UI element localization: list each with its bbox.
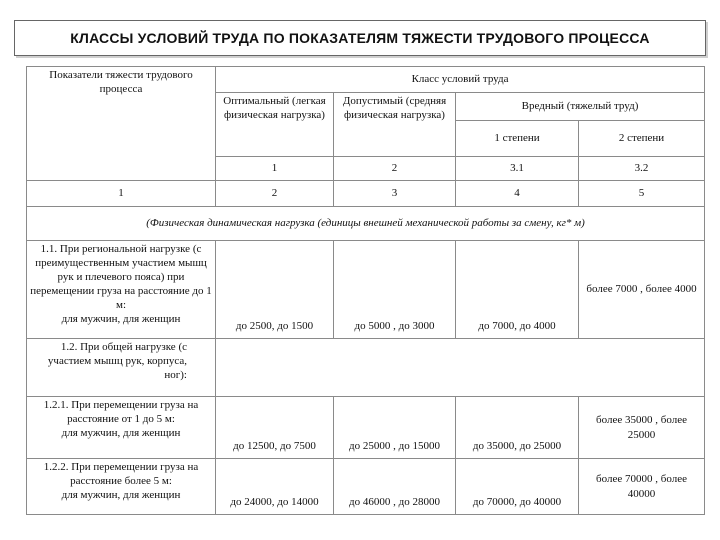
row-label-text: 1.2.1. При перемещении груза на расстояние от 1 до 5 м: — [43, 399, 199, 426]
table-row — [27, 459, 705, 515]
value-harmful-2: более 35000 , более 25000 — [579, 397, 705, 459]
row-label — [27, 459, 216, 515]
value-permissible: до 5000 , до 3000 — [334, 241, 456, 339]
value-permissible: до 25000 , до 15000 — [334, 397, 456, 459]
column-number: 2 — [216, 181, 334, 207]
class-number: 1 — [216, 157, 334, 181]
section-title-row — [27, 207, 705, 241]
row-sublabel: для мужчин, для женщин — [61, 427, 181, 440]
header-indicator: Показатели тяжести трудового процесса — [27, 67, 216, 181]
value-harmful-1: до 35000, до 25000 — [456, 397, 579, 459]
column-number: 4 — [456, 181, 579, 207]
page-title: КЛАССЫ УСЛОВИЙ ТРУДА ПО ПОКАЗАТЕЛЯМ ТЯЖЕСТИ ТРУДОВОГО ПРОЦЕССА — [14, 20, 706, 56]
value-optimal: до 24000, до 14000 — [216, 459, 334, 515]
table-row — [27, 339, 705, 397]
row-label-text: 1.2.2. При перемещении груза на расстояние более 5 м: — [43, 461, 199, 488]
row-label-text: 1.2. При общей нагрузке (с участием мышц рук, корпуса, ног): — [27, 339, 216, 397]
header-class-title: Класс условий труда — [216, 67, 705, 93]
table-row — [27, 397, 705, 459]
row-sublabel: для мужчин, для женщин — [61, 313, 181, 326]
value-harmful-1: до 70000, до 40000 — [456, 459, 579, 515]
table-row — [27, 241, 705, 339]
header-row-class — [27, 67, 705, 93]
row-label — [27, 397, 216, 459]
value-harmful-2: более 7000 , более 4000 — [579, 241, 705, 339]
column-number: 1 — [27, 181, 216, 207]
labor-class-table — [26, 66, 705, 515]
row-label — [27, 241, 216, 339]
column-number-row — [27, 181, 705, 207]
header-degree-1: 1 степени — [456, 121, 579, 157]
column-number: 3 — [334, 181, 456, 207]
class-number: 2 — [334, 157, 456, 181]
class-number: 3.2 — [579, 157, 705, 181]
value-harmful-2: более 70000 , более 40000 — [579, 459, 705, 515]
header-permissible: Допустимый (средняя физическая нагрузка) — [334, 93, 456, 157]
section-title: (Физическая динамическая нагрузка (единицы внешней механической работы за смену, кг* м) — [27, 207, 705, 241]
value-optimal: до 2500, до 1500 — [216, 241, 334, 339]
row-label-text: 1.1. При региональной нагрузке (с преимущественным участием мышц рук и плечевого пояса) при перемещении груза на расстояние до 1 м: — [30, 243, 212, 312]
header-degree-2: 2 степени — [579, 121, 705, 157]
value-permissible: до 46000 , до 28000 — [334, 459, 456, 515]
row-sublabel: для мужчин, для женщин — [61, 489, 181, 502]
value-optimal: до 12500, до 7500 — [216, 397, 334, 459]
column-number: 5 — [579, 181, 705, 207]
header-optimal: Оптимальный (легкая физическая нагрузка) — [216, 93, 334, 157]
header-harmful: Вредный (тяжелый труд) — [456, 93, 705, 121]
class-number: 3.1 — [456, 157, 579, 181]
value-harmful-1: до 7000, до 4000 — [456, 241, 579, 339]
